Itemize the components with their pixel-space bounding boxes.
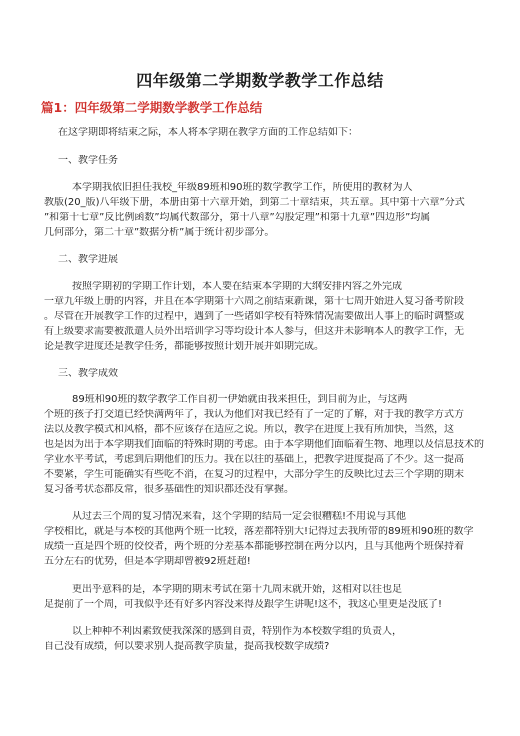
paragraph-line: 足提前了一个周，可我似乎还有好多内容没来得及跟学生讲呢!这不，我这心里更是没底了!	[44, 599, 443, 610]
paragraph-line: 学业水平考试，考虑到后期他们的压力。我在以往的基础上，把教学进度提高了不少。这一提高	[44, 454, 464, 465]
paragraph-line: 学校相比，就是与本校的其他两个班一比较，落差都特别大!记得过去我所带的89班和90班的数学	[44, 526, 474, 537]
paragraph-line: 以上种种不利因素致使我深深的感到自责，特别作为本校数学组的负责人，	[72, 626, 402, 637]
heading-teaching-results: 三、教学成效	[58, 368, 118, 379]
paragraph-line: 几何部分，第二十章”数据分析”属于统计初步部分。	[44, 227, 275, 238]
paragraph-line: 论是教学进度还是教学任务，都能够按照计划开展并如期完成。	[44, 341, 324, 352]
paragraph-line: 更出乎意料的是，本学期的期末考试在第十九周末就开始，这相对以往也足	[72, 584, 402, 595]
paragraph-line: 89班和90班的数学教学工作自初一伊始就由我来担任，到目前为止，与这两	[72, 394, 408, 405]
page-title: 四年级第二学期数学教学工作总结	[136, 71, 384, 90]
paragraph-line: 五分左右的优势，但是本学期却曾被92班赶超!	[44, 556, 251, 567]
intro-paragraph: 在这学期即将结束之际，本人将本学期在教学方面的工作总结如下：	[58, 127, 358, 138]
paragraph-line: 复习备考状态都反常，很多基础性的知识都还没有掌握。	[44, 484, 294, 495]
paragraph-line: 不要紧，学生可能确实有些吃不消，在复习的过程中，大部分学生的反映比过去三个学期的期末	[44, 469, 464, 480]
heading-teaching-tasks: 一、教学任务	[58, 155, 118, 166]
section-heading: 篇1：四年级第二学期数学教学工作总结	[41, 100, 263, 115]
paragraph-line: ”和第十七章”反比例函数”均属代数部分，第十八章”勾股定理”和第十九章”四边形”均属	[44, 212, 431, 223]
paragraph-line: 有上级要求需要被派遣人员外出培训学习等均设计本人参与，但这并未影响本人的教学工作，无	[44, 326, 464, 337]
paragraph-line: 也是因为出于本学期我们面临的特殊时期的考虑。由于本学期他们面临着生物、地理以及信息技术的	[44, 439, 484, 450]
paragraph-line: 自己没有成绩，何以要求别人提高教学质量，提高我校数学成绩?	[44, 641, 330, 652]
paragraph-line: 按照学期初的学期工作计划，本人要在结束本学期的大纲安排内容之外完成	[72, 281, 402, 292]
heading-teaching-progress: 二、教学进展	[58, 254, 118, 265]
paragraph-line: 本学期我依旧担任我校_年级89班和90班的数学教学工作，所使用的教材为人	[72, 182, 413, 193]
paragraph-line: 法以及教学模式和风格，都不应该存在适应之说。所以，教学在进度上我有所加快，当然，这	[44, 424, 454, 435]
paragraph-line: 一章九年级上册的内容，并且在本学期第十六周之前结束新课，第十七周开始进入复习备考阶段	[44, 296, 464, 307]
paragraph-line: 。尽管在开展教学工作的过程中，遇到了一些诸如学校有特殊情况需要做出人事上的临时调整或	[44, 311, 464, 322]
paragraph-line: 个班的孩子打交道已经快满两年了，我认为他们对我已经有了一定的了解，对于我的教学方式方	[44, 409, 464, 420]
paragraph-line: 从过去三个周的复习情况来看，这个学期的结局一定会很糟糕!不用说与其他	[72, 511, 407, 522]
paragraph-line: 教版(20_版)八年级下册，本册由第十六章开始，到第二十章结束，共五章。其中第十六章”分式	[44, 197, 465, 208]
paragraph-line: 成绩一直是四个班的佼佼者，两个班的分差基本都能够控制在两分以内，且与其他两个班保持着	[44, 541, 464, 552]
